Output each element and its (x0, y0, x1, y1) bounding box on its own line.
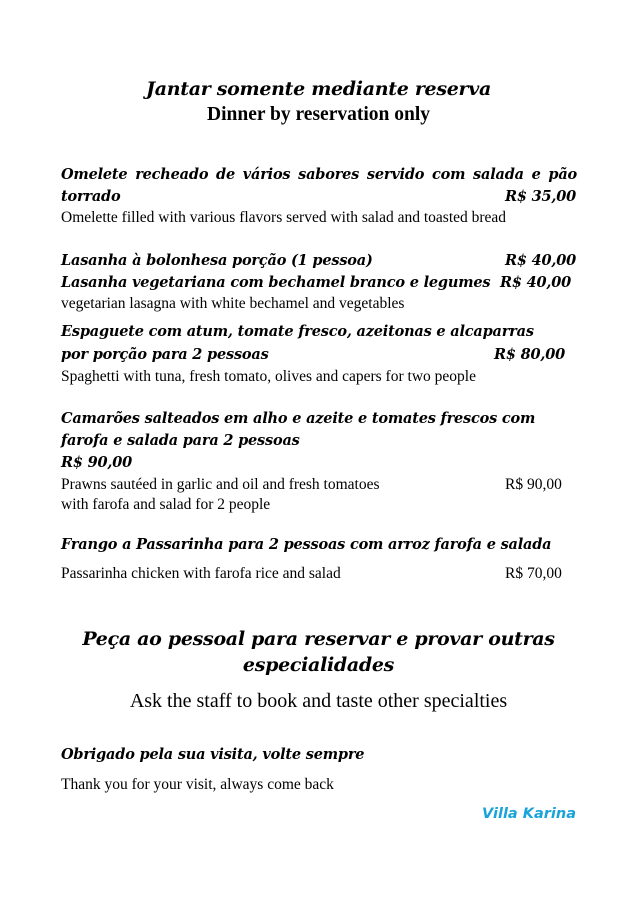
omelete-en: Omelette filled with various flavors served with salad and toasted bread (61, 209, 507, 226)
omelete-pt-line1: Omelete recheado de vários sabores servido com salada e pão (61, 166, 577, 183)
ask-en: Ask the staff to book and taste other specialties (129, 690, 508, 712)
title-portuguese: Jantar somente mediante reserva (146, 78, 491, 100)
camaroes-pt-line1: Camarões salteados em alho e azeite e tomates frescos com (61, 410, 536, 427)
omelete-pt-line2: torrado (61, 188, 121, 205)
frango-price: R$ 70,00 (505, 565, 562, 582)
ask-pt-line1: Peça ao pessoal para reservar e provar outras (82, 628, 555, 650)
frango-pt: Frango a Passarinha para 2 pessoas com arroz farofa e salada (61, 536, 552, 553)
camaroes-pt-price: R$ 90,00 (61, 454, 132, 471)
camaroes-en-line2: with farofa and salad for 2 people (61, 496, 271, 513)
lasanha-vegetariana-price: R$ 40,00 (500, 274, 571, 291)
camaroes-pt-line2: farofa e salada para 2 pessoas (61, 432, 300, 449)
lasanha-vegetariana-pt: Lasanha vegetariana com bechamel branco e legumes (61, 274, 491, 291)
espaguete-en: Spaghetti with tuna, fresh tomato, olives and capers for two people (61, 368, 476, 385)
lasanha-bolonhesa-price: R$ 40,00 (505, 252, 576, 269)
ask-pt-line2: especialidades (242, 654, 395, 676)
title-english: Dinner by reservation only (207, 104, 430, 125)
espaguete-price: R$ 80,00 (494, 346, 565, 363)
lasanha-vegetariana-en: vegetarian lasagna with white bechamel and vegetables (61, 295, 405, 312)
espaguete-pt-line1: Espaguete com atum, tomate fresco, azeitonas e alcaparras (61, 323, 534, 340)
camaroes-en-line1: Prawns sautéed in garlic and oil and fresh tomatoes (61, 476, 380, 493)
thanks-en: Thank you for your visit, always come back (61, 776, 334, 793)
frango-en: Passarinha chicken with farofa rice and salad (61, 565, 341, 582)
omelete-price: R$ 35,00 (505, 188, 576, 205)
camaroes-en-price: R$ 90,00 (505, 476, 562, 493)
brand-signature: Villa Karina (482, 806, 576, 822)
thanks-pt: Obrigado pela sua visita, volte sempre (61, 746, 365, 763)
espaguete-pt-line2: por porção para 2 pessoas (61, 346, 269, 363)
lasanha-bolonhesa-pt: Lasanha à bolonhesa porção (1 pessoa) (61, 252, 373, 269)
